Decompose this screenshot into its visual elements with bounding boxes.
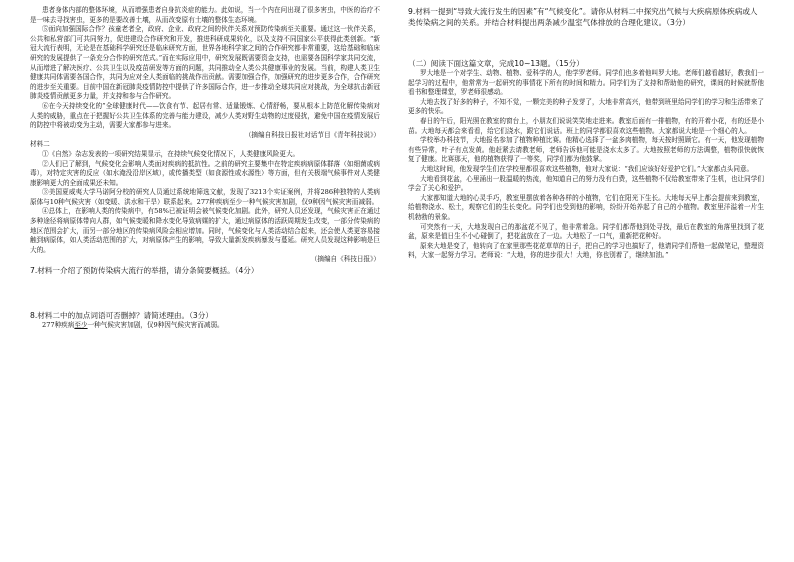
answer-space <box>408 28 764 58</box>
source-citation: （摘编自《科技日报》） <box>310 255 380 264</box>
paragraph: ⑤面向加强国际合作？孩童老者全，政府、企业、政府之间的伙伴关系对预防传染病至关重要。通过这一伙伴关系，公共和私营部门可共同努力，促进建设合作研究和开发，推进科研成果转化，以及支持不同国家公平获得此类创新。“新冠大流行表明，无论是在基础科学研究还是临床研究方面，世界各地科学家之间的合作研究都非常重要，这给基础和临床研究的发展提供了一条充分合作的研究范式。”而在实际应用中，研究发展既需要资金支持，也需要各国科学家共同交流，从而增进了解决医疗、公共卫生以及疫苗研发等方面的问题，共同推动全人类公共健康事业的发展。当前，构建人类卫生健康共同体需要各国合作，共同为应对全人类面临的挑战作出贡献。需要加强合作，加强研究的进步更多合作，合作研究的进步至关重要。目前中国在新冠肺炎疫情防控中提供了许多国际合作，进一步推动全球共同应对挑战，为全球抗击新冠肺炎疫情贡献更多力量，并支持和参与合作研究。 <box>30 25 380 101</box>
paragraph: ④总体上，在影响人类的传染病中，有58%已被证明会被气候变化加剧。此外，研究人员还发现，气候灾害正在通过多种途径将病原体带向人群，如气候变暖和降水变化导致病媒的扩大，通过病原体的活跃周期发生改变，一部分传染病的地区范围会扩大，而另一部分地区的传染病风险会相应增加。同时，气候变化与人类活动结合起来，还会使人类更容易接触到病原体，如人类活动范围的扩大，对病原体产生的影响，导致大量新发疾病暴发与蔓延。研究人员发现这种影响是巨大的。 <box>30 207 380 254</box>
quoted-sentence <box>30 321 380 331</box>
paragraph: 原来大地是变了，他转向了在家里那些花花草草的日子，把自己的学习也搞好了，他请同学们帮他一起做笔记，整理资料，大家一起努力学习。老师说：“大地，你的进步很大！大地，你也别着了，继续加油。” <box>408 241 764 260</box>
paragraph: 罗大地是一个对学生、动物、植物、爱科学的人，他学罗老师。同学们也多着他叫罗大地。老师们越看越好，教我们一起学习的过程中，他常常为一起研究的事情花下所有的时间和精力。同学们为了支持和帮助他的研究，课间的时候就帮他看书和整理课堂，罗老师很感动。 <box>408 69 764 97</box>
paragraph: 大家都知道大地的心灵手巧，教室里摆放着各种各样的小植物，它们在阳光下生长。大地每天早上都会提前来到教室，给植物浇水、松土，观察它们的生长变化。同学们也受到他的影响，纷纷开始养起了自己的小植物。教室里洋溢着一片生机勃勃的景象。 <box>408 193 764 221</box>
paragraph: ①《自然》杂志发表的一项研究结果显示，在持续气候变化情况下，人类健康风险更大。 <box>42 149 300 158</box>
question-7: 7.材料一介绍了预防传染病大流行的举措，请分条简要概括。（4分） <box>30 266 259 276</box>
section-heading: （二）阅读下面这篇文章，完成10~13题。（15分） <box>408 59 584 68</box>
question-9: 9.材料一提到“导致大流行发生的因素”有“气候变化”。请你从材料二中探究出气候与大疾病原体疾病或人类传染病之间的关系。并结合材料提出两条减少温室气体排放的合理化建议。（3分） <box>408 7 758 27</box>
paragraph: 大地去找了好多的种子，不知不觉，一颗完美的种子发芽了，大地非常高兴，他带到班里给同学们的学习和生活带来了更多的快乐。 <box>408 97 764 116</box>
paragraph: 可突然有一天，大地发现自己的那盆花不见了，他非常着急。同学们都帮他到处寻找，最后在教室的角落里找到了花盆，原来是值日生不小心碰倒了，把花盆放在了一边。大地松了一口气，重新把花种好。 <box>408 222 764 241</box>
paragraph: ⑥在今天持续变化的”全球健康时代——饮食有节、起居有常、适量锻炼、心情舒畅，要从根本上防范化解传染病对人类的威胁，重点在于把握好公共卫生体系的完善与能力建设，减少人类对野生动物的过度侵扰，避免中国在疫情发展后的防控中将被动变为主动，需要大家都参与进来。 <box>30 101 380 130</box>
paragraph: 春日的午后，阳光照在教室的窗台上，小朋友们说说笑笑地走进来。教室后面有一排植物，有的开着小花，有的还是小苗。大地每天都会来看看，给它们浇水，跟它们说话。班上的同学都很喜欢这些植物。大家都说大地是一个细心的人。 <box>408 116 764 135</box>
paragraph: 大地看到花盆，心里涌出一股温暖的热流，他知道自己的努力没有白费，这些植物不仅给教室带来了生机，也让同学们学会了关心和爱护。 <box>408 174 764 193</box>
dotted-word: 至少 <box>74 321 88 330</box>
source-citation: （摘编自科技日报社对话节目《青年科技说》） <box>244 130 380 139</box>
left-column <box>30 6 380 556</box>
quote-text: 一种气候灾害加剧，仅9种因气候灾害而减弱。 <box>87 321 224 330</box>
right-column <box>408 6 764 556</box>
paragraph: 患者身体内部的整体环境，从而增强患者自身抗炎症的能力。此如说，当一个内在问出现了很多害虫，中医的治疗不是一味去寻找害虫，更多的是要改善土壤，从而改变原有土壤的整体生态环境。 <box>30 6 380 24</box>
paragraph: ②人们已了解到，气候变化会影响人类面对疾病的抵抗性。之前的研究主要集中在特定疾病病原体群落（如细菌或病毒），对特定灾害的反应（如水淹没沿岸区域），或传播类型（如食源性或水源性）等方面，但有关极端气候事件对人类健康影响更大的全面成果还未知。 <box>30 159 380 187</box>
paragraph: ③美国夏威夷大学马诺阿分校的研究人员通过系统地筛选文献，发现了3213个实证案例，并将286种独特的人类病原体与10种气候灾害（如变暖、洪水和干旱）联系起来。277种疾病至少一种气候灾害加剧，仅9种因气候灾害而减弱。 <box>30 188 380 206</box>
answer-space <box>30 276 380 310</box>
quote-text: 277种疾病 <box>42 321 75 330</box>
material-heading: 材料二 <box>30 140 50 149</box>
question-8: 8.材料二中的加点词语可否删掉？请简述理由。（3分） <box>30 311 213 321</box>
paragraph: 大地这时间，他发现学生们在学校里都很喜欢这些植物，他对大家说：“我们应该好好爱护它们。”大家都点头同意。 <box>420 164 754 173</box>
paragraph: 学校举办科技节，大地报名参加了植物种植比赛。他精心选择了一盆多肉植物，每天按时照顾它。有一天，他发现植物有些异常，叶子有点发黄。他赶紧去请教老师，老师告诉他可能是浇水太多了。大地按照老师的方法调整，植物很快就恢复了健康。比赛那天，他的植物获得了一等奖，同学们都为他鼓掌。 <box>408 136 764 164</box>
